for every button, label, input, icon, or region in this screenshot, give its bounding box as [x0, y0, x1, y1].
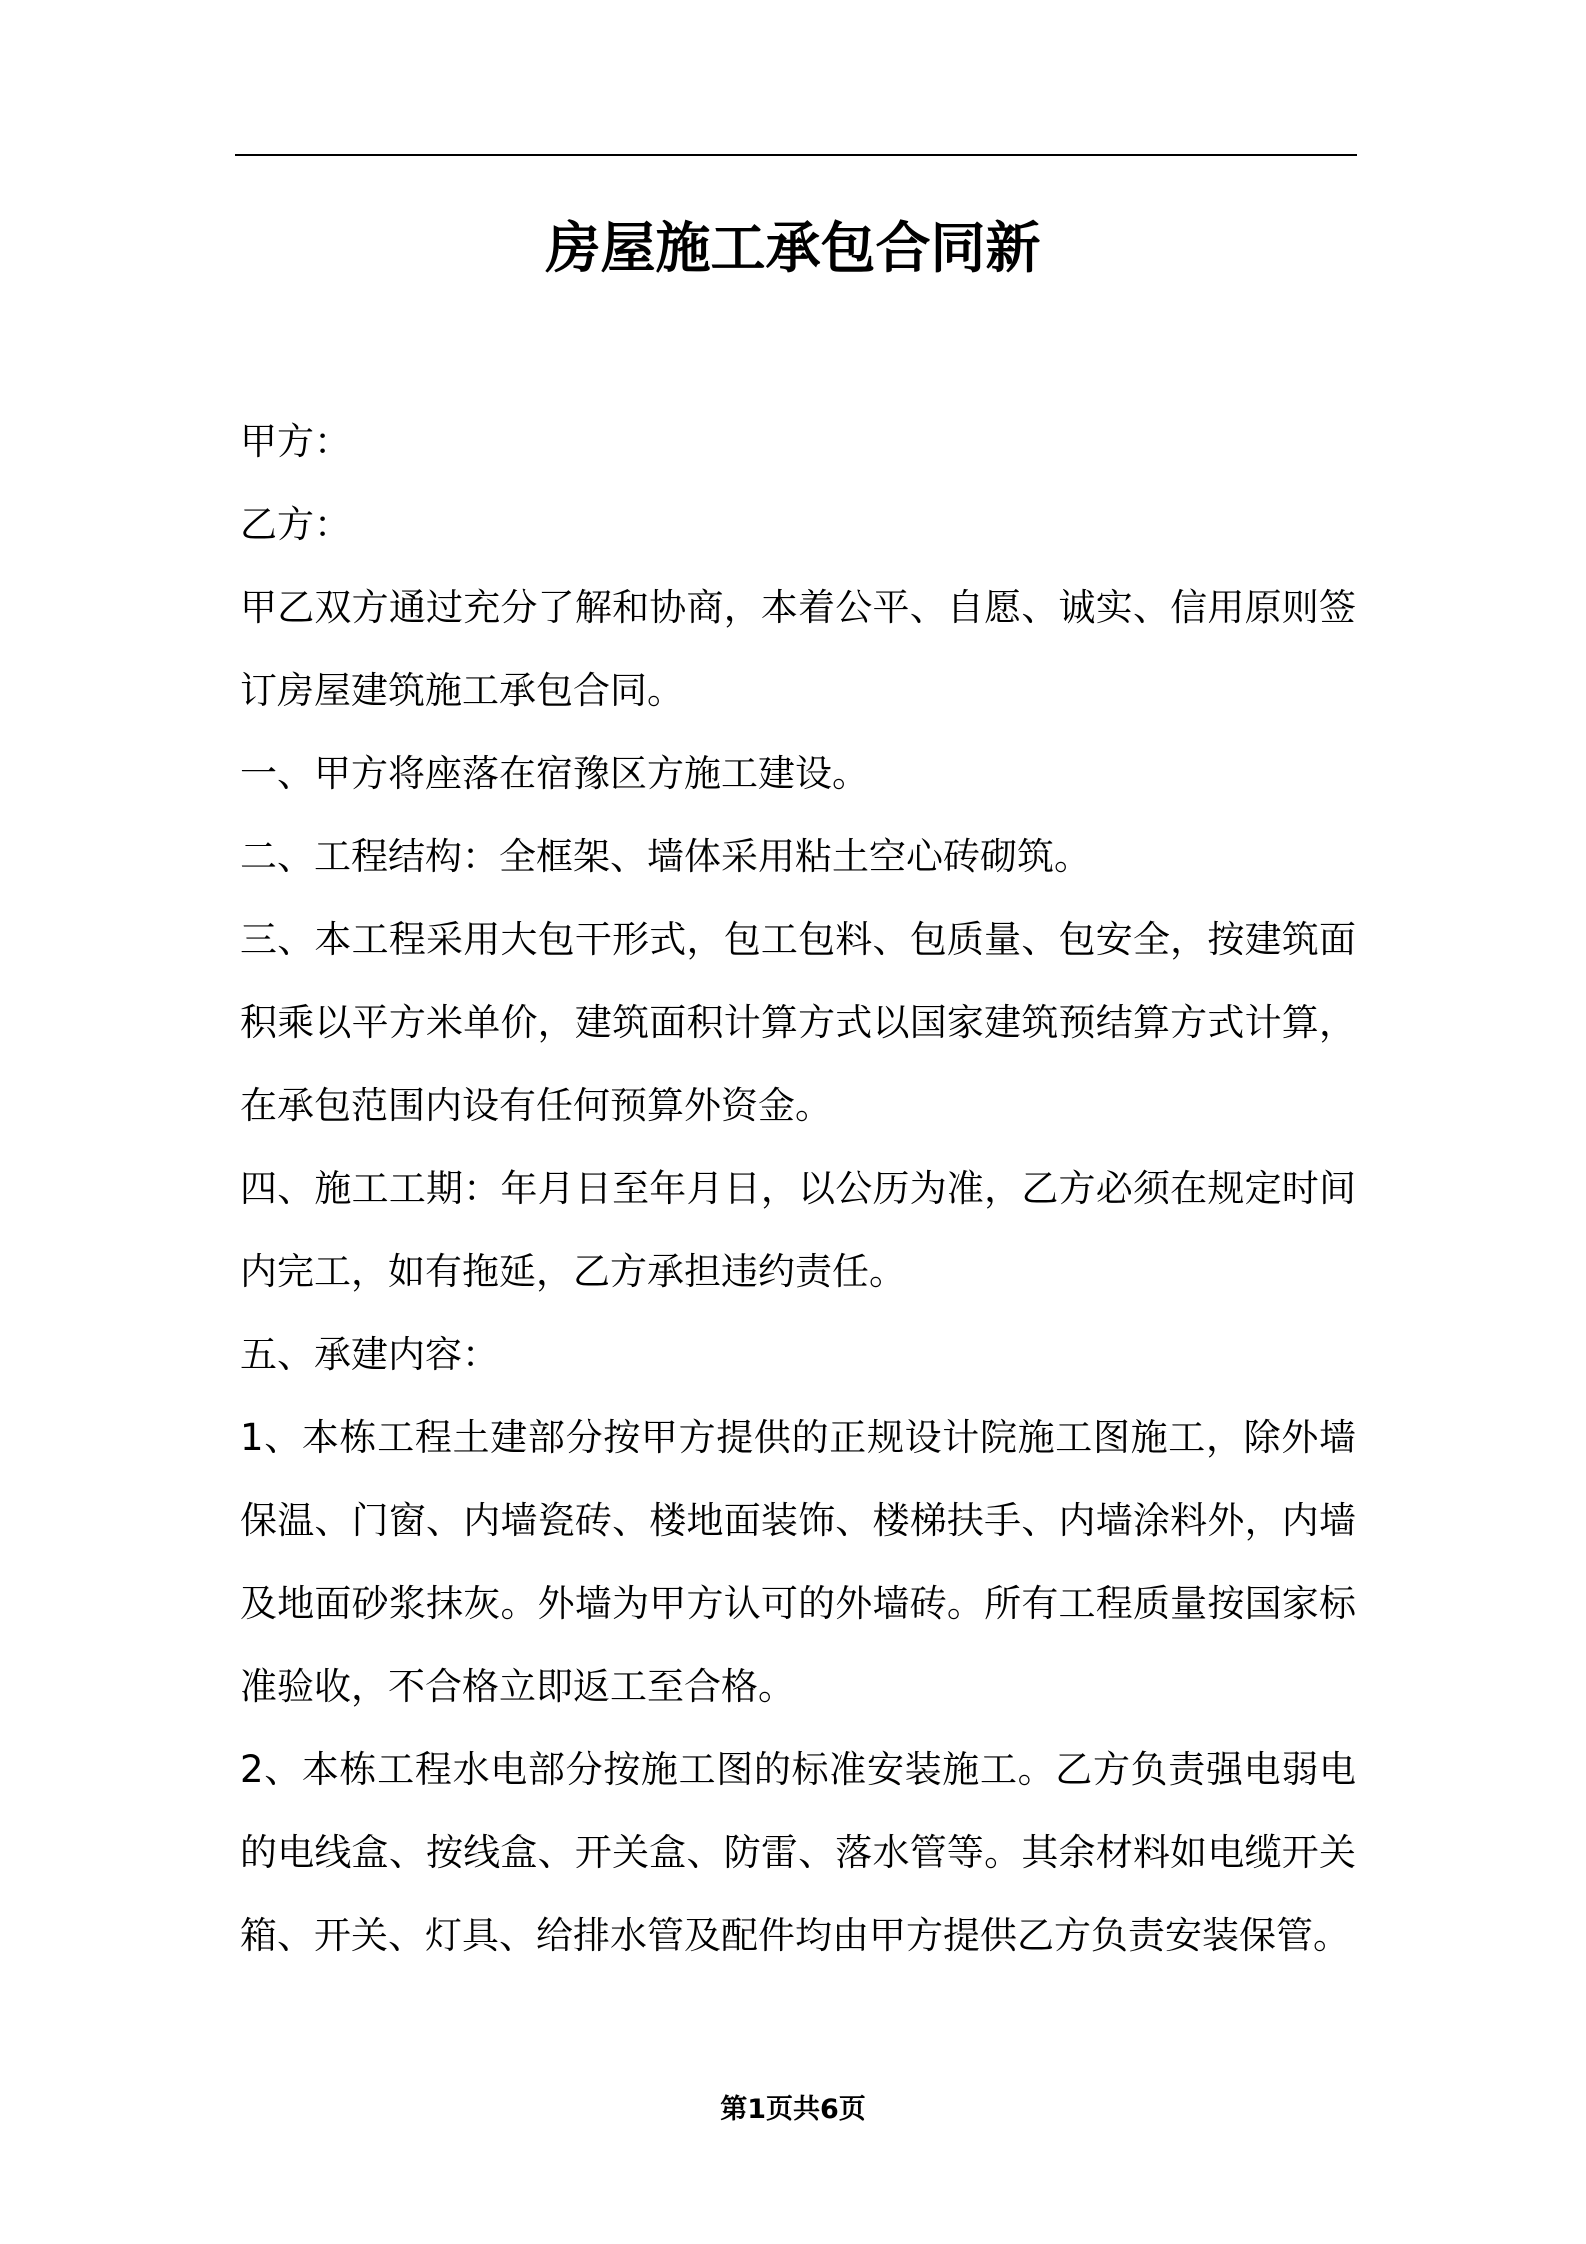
party-a-label: 甲方：	[240, 420, 351, 463]
clause-5-item-1: 1、本栋工程土建部分按甲方提供的正规设计院施工图施工，除外墙保温、门窗、内墙瓷砖、楼地面装饰、楼梯扶手、内墙涂料外，内墙及地面砂浆抹灰。外墙为甲方认可的外墙砖。所有工程质量按国家标准验收，不合格立即返工至合格。	[240, 1416, 1356, 1708]
party-b-label: 乙方：	[240, 503, 351, 546]
page-number: 第1页共6页	[720, 2094, 866, 2125]
clause-4-schedule: 四、施工工期：年月日至年月日，以公历为准，乙方必须在规定时间内完工，如有拖延，乙方承担违约责任。	[240, 1167, 1356, 1293]
clause-3-contract-form: 三、本工程采用大包干形式，包工包料、包质量、包安全，按建筑面积乘以平方米单价，建筑面积计算方式以国家建筑预结算方式计算，在承包范围内设有任何预算外资金。	[240, 918, 1356, 1127]
header-rule	[235, 154, 1357, 156]
document-body	[240, 400, 1356, 1977]
clause-5-heading: 五、承建内容：	[240, 1333, 499, 1376]
clause-2-structure: 二、工程结构：全框架、墙体采用粘土空心砖砌筑。	[240, 835, 1091, 878]
clause-5-item-2: 2、本栋工程水电部分按施工图的标准安装施工。乙方负责强电弱电的电线盒、按线盒、开关盒、防雷、落水管等。其余材料如电缆开关箱、开关、灯具、给排水管及配件均由甲方提供乙方负责安装保管。	[240, 1748, 1356, 1957]
intro-paragraph: 甲乙双方通过充分了解和协商，本着公平、自愿、诚实、信用原则签订房屋建筑施工承包合同。	[240, 586, 1356, 712]
clause-1-location: 一、甲方将座落在宿豫区方施工建设。	[240, 752, 869, 795]
document-title: 房屋施工承包合同新	[545, 216, 1041, 280]
